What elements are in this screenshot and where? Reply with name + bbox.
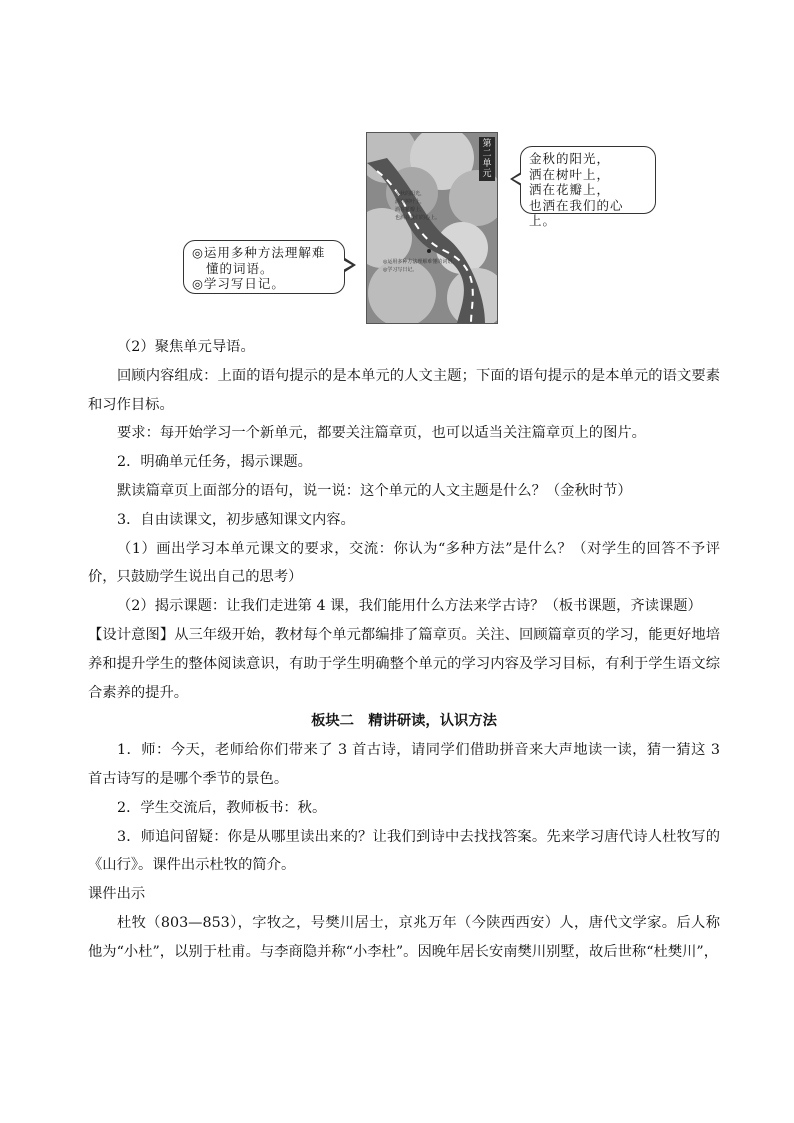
speech-bubble-theme xyxy=(520,146,656,228)
autumn-road-illustration xyxy=(367,133,497,323)
courseware-label: 课件出示 xyxy=(88,886,146,903)
paragraph: 2．学生交流后，教师板书：秋。 xyxy=(117,799,327,816)
paragraph: （2）揭示课题：让我们走进第 4 课，我们能用什么方法来学古诗？（板书课题，齐读课题） xyxy=(117,598,702,615)
paragraph: 2．明确单元任务，揭示课题。 xyxy=(117,454,312,471)
bubble-line: 懂的词语。 xyxy=(206,260,274,276)
paragraph: （2）聚焦单元导语。 xyxy=(117,339,255,355)
bubble-line: 洒在树叶上， xyxy=(529,166,611,182)
paragraph: 要求：每开始学习一个新单元，都要关注篇章页，也可以适当关注篇章页上的图片。 xyxy=(117,425,646,442)
paragraph: 回顾内容组成：上面的语句提示的是本单元的人文主题；下面的语句提示的是本单元的语文要素和习作目标。 xyxy=(88,367,720,413)
body-text xyxy=(88,333,720,967)
bubble-left-tail-fill xyxy=(343,260,352,270)
bubble-line: ◎运用多种方法理解难 xyxy=(192,245,326,260)
svg-text:◎运用多种方法理解难懂的词语。: ◎运用多种方法理解难懂的词语。 xyxy=(383,259,458,265)
svg-text:◎学习写日记。: ◎学习写日记。 xyxy=(383,267,418,273)
bubble-line: 洒在花瓣上， xyxy=(529,182,611,197)
paragraph: 默读篇章页上面部分的语句，说一说：这个单元的人文主题是什么？（金秋时节） xyxy=(117,482,632,499)
bubble-line: 也洒在我们的心上。 xyxy=(529,197,624,228)
svg-text:洒在花瓣上，: 洒在花瓣上， xyxy=(395,207,426,213)
bubble-line: 金秋的阳光， xyxy=(529,151,611,166)
svg-text:洒在树叶上，: 洒在树叶上， xyxy=(395,199,426,205)
paragraph: 3．师追问留疑：你是从哪里读出来的？让我们到诗中去找找答案。先来学习唐代诗人杜牧写的《山行》。课件出示杜牧的简介。 xyxy=(88,828,720,874)
bubble-right-tail-fill xyxy=(513,174,522,184)
unit-cover-image xyxy=(366,132,498,324)
svg-text:金秋的阳光，: 金秋的阳光， xyxy=(395,191,426,197)
paragraph: 1．师：今天，老师给你们带来了 3 首古诗，请同学们借助拼音来大声地读一读，猜一猜这 3 首古诗写的是哪个季节的景色。 xyxy=(88,742,720,787)
bubble-line: ◎学习写日记。 xyxy=(192,276,285,291)
paragraph: （1）画出学习本单元课文的要求，交流：你认为“多种方法”是什么？（对学生的回答不予评价，只鼓励学生说出自己的思考） xyxy=(88,540,720,586)
unit-tag: 第二单元 xyxy=(479,137,495,181)
paragraph: 杜牧（803—853），字牧之，号樊川居士，京兆万年（今陕西西安）人，唐代文学家。后人称他为“小杜”，以别于杜甫。与李商隐并称“小李杜”。因晚年居长安南樊川别墅，故后世称“杜樊川”， xyxy=(88,914,720,960)
svg-text:也洒在我们的心上。: 也洒在我们的心上。 xyxy=(395,215,441,221)
speech-bubble-goals xyxy=(183,240,345,294)
paragraph: 3．自由读课文，初步感知课文内容。 xyxy=(117,511,355,528)
section-heading: 板块二 精讲研读，认识方法 xyxy=(311,713,497,730)
design-intent-paragraph: 【设计意图】从三年级开始，教材每个单元都编排了篇章页。关注、回顾篇章页的学习，能更好地培养和提升学生的整体阅读意识，有助于学生明确整个单元的学习内容及学习目标，有利于学生语文综合素养的提升。 xyxy=(88,626,720,701)
unit-cover-figure xyxy=(180,130,660,326)
